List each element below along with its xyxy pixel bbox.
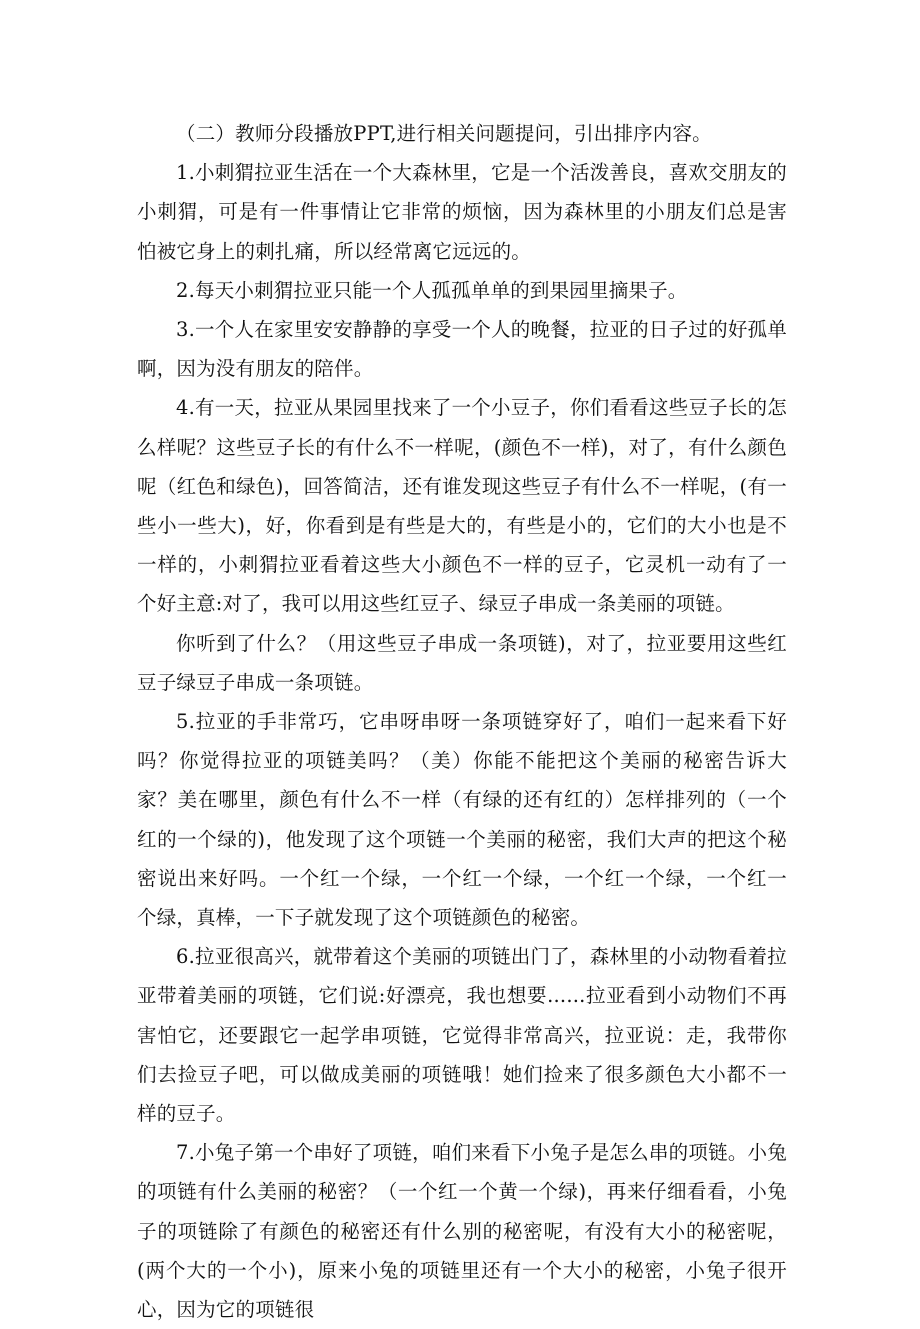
paragraph-1: 1.小刺猬拉亚生活在一个大森林里，它是一个活泼善良，喜欢交朋友的小刺猬，可是有一件事情让它非常的烦恼，因为森林里的小朋友们总是害怕被它身上的刺扎痛，所以经常离它远远的。 (137, 161, 787, 263)
document-body (137, 114, 787, 1329)
paragraph-5: 5.拉亚的手非常巧，它串呀串呀一条项链穿好了，咱们一起来看下好吗？你觉得拉亚的项链美吗？（美）你能不能把这个美丽的秘密告诉大家？美在哪里，颜色有什么不一样（有绿的还有红的）怎样排列的（一个红的一个绿的)，他发现了这个项链一个美丽的秘密，我们大声的把这个秘密说出来好吗。一个红一个绿，一个红一个绿，一个红一个绿，一个红一个绿，真棒，一下子就发现了这个项链颜色的秘密。 (137, 710, 787, 930)
paragraph-7: 7.小兔子第一个串好了项链，咱们来看下小兔子是怎么串的项链。小兔的项链有什么美丽的秘密？（一个红一个黄一个绿)，再来仔细看看，小兔子的项链除了有颜色的秘密还有什么别的秘密呢，有没有大小的秘密呢，(两个大的一个小)，原来小兔的项链里还有一个大小的秘密，小兔子很开心，因为它的项链很 (137, 1141, 787, 1322)
paragraph-2: 2.每天小刺猬拉亚只能一个人孤孤单单的到果园里摘果子。 (176, 278, 688, 302)
paragraph-6: 6.拉亚很高兴，就带着这个美丽的项链出门了，森林里的小动物看着拉亚带着美丽的项链，它们说:好漂亮，我也想要......拉亚看到小动物们不再害怕它，还要跟它一起学串项链，它觉得非常高兴，拉亚说：走，我带你们去捡豆子吧，可以做成美丽的项链哦！她们捡来了很多颜色大小都不一样的豆子。 (137, 945, 787, 1126)
paragraph-section-heading: （二）教师分段播放PPT,进行相关问题提问，引出排序内容。 (176, 122, 712, 145)
paragraph-3: 3.一个人在家里安安静静的享受一个人的晚餐，拉亚的日子过的好孤单啊，因为没有朋友的陪伴。 (137, 318, 787, 381)
paragraph-4: 4.有一天，拉亚从果园里找来了一个小豆子，你们看看这些豆子长的怎么样呢？这些豆子长的有什么不一样呢，(颜色不一样)，对了，有什么颜色呢（红色和绿色)，回答简洁，还有谁发现这些豆子有什么不一样呢，(有一些小一些大)，好，你看到是有些是大的，有些是小的，它们的大小也是不一样的，小刺猬拉亚看着这些大小颜色不一样的豆子，它灵机一动有了一个好主意:对了，我可以用这些红豆子、绿豆子串成一条美丽的项链。 (137, 396, 787, 616)
paragraph-4-followup: 你听到了什么？（用这些豆子串成一条项链)，对了，拉亚要用这些红豆子绿豆子串成一条项链。 (137, 631, 787, 694)
